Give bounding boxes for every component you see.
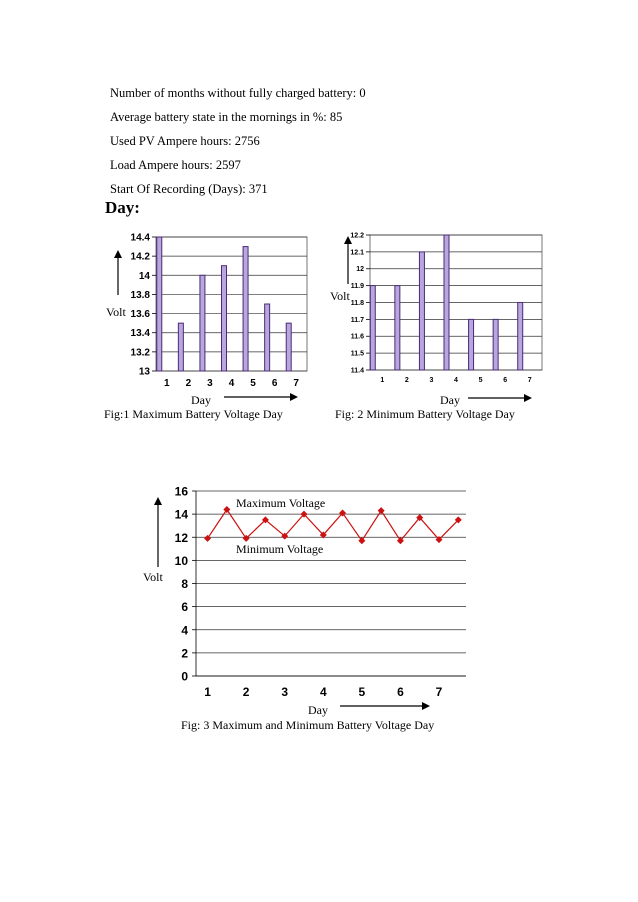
chart3-ylabel: Volt (143, 570, 163, 584)
chart3-x-tick-label: 3 (281, 685, 289, 699)
chart1-x-tick-label: 3 (207, 378, 213, 389)
chart1-xlabel: Day (191, 393, 211, 407)
chart1-y-arrow-head (114, 250, 122, 258)
chart3-point (204, 535, 211, 542)
chart2-bar (419, 252, 424, 370)
chart3-y-tick-label: 10 (174, 553, 188, 568)
chart1-bar (157, 237, 162, 371)
chart1-x-tick-label: 5 (250, 378, 256, 389)
chart3-point (358, 537, 365, 544)
chart3-y-tick-label: 6 (181, 600, 188, 615)
stat-used-pv-ampere-hours: Used PV Ampere hours: 2756 (110, 134, 260, 148)
chart1-bar (243, 247, 248, 371)
chart2-x-tick-label: 7 (527, 377, 532, 384)
chart3-y-tick-label: 14 (174, 507, 188, 522)
chart1-y-tick-label: 14.2 (130, 251, 150, 263)
chart1-bar (178, 323, 183, 371)
chart3-x-tick-label: 4 (319, 685, 327, 699)
stat-load-ampere-hours: Load Ampere hours: 2597 (110, 158, 241, 172)
chart2-y-tick-label: 11.7 (350, 316, 364, 324)
chart1-ylabel: Volt (106, 305, 126, 319)
chart2-x-tick-label: 1 (380, 377, 385, 384)
chart3-point (378, 507, 385, 514)
stat-start-of-recording: Start Of Recording (Days): 371 (110, 182, 268, 196)
chart3-annotation-max: Maximum Voltage (236, 496, 326, 510)
chart2-bar (469, 319, 474, 370)
chart3-y-tick-label: 0 (181, 669, 188, 684)
chart3-y-arrow-head (154, 497, 162, 505)
chart1-bar (265, 304, 270, 371)
chart2-bar (370, 286, 375, 370)
chart1-y-tick-label: 13.8 (130, 289, 150, 301)
chart3-caption: Fig: 3 Maximum and Minimum Battery Voltage Day (181, 718, 435, 732)
chart1-bar (222, 266, 227, 371)
chart1-bar (200, 275, 205, 371)
chart2-y-tick-label: 11.6 (350, 333, 364, 341)
chart3-xlabel: Day (308, 703, 328, 717)
chart1-y-tick-label: 13.4 (130, 328, 150, 340)
stat-average-battery-state: Average battery state in the mornings in %: 85 (110, 110, 343, 124)
chart3-y-tick-label: 12 (174, 530, 188, 545)
chart2-x-tick-label: 6 (503, 377, 508, 384)
chart3-x-tick-label: 7 (435, 685, 443, 699)
chart1-bar (286, 323, 291, 371)
chart1-x-tick-label: 4 (228, 378, 235, 389)
chart2-y-tick-label: 11.4 (350, 367, 364, 375)
chart1-y-tick-label: 14 (138, 270, 150, 282)
chart1-x-arrow-head (290, 393, 298, 401)
chart1-y-tick-label: 14.4 (130, 232, 150, 244)
section-heading-day: Day: (105, 198, 140, 217)
chart2-caption: Fig: 2 Minimum Battery Voltage Day (335, 407, 515, 421)
chart2-xlabel: Day (440, 393, 460, 407)
chart3-y-tick-label: 4 (181, 623, 188, 638)
chart1-x-tick-label: 1 (164, 378, 170, 389)
chart2-bar (493, 319, 498, 370)
chart2-bar (444, 235, 449, 370)
chart3-x-arrow-head (422, 702, 430, 710)
chart2-y-tick-label: 11.8 (350, 299, 364, 307)
chart2-x-tick-label: 3 (429, 377, 434, 384)
chart2-x-tick-label: 5 (478, 377, 483, 384)
chart2-y-tick-label: 12 (356, 266, 364, 274)
chart1-caption: Fig:1 Maximum Battery Voltage Day (104, 407, 283, 421)
chart3-y-tick-label: 8 (181, 577, 188, 591)
chart2-y-tick-label: 12.2 (350, 232, 364, 240)
chart1-y-tick-label: 13.2 (130, 347, 150, 359)
chart1-x-tick-label: 7 (293, 378, 299, 389)
chart2-ylabel: Volt (330, 289, 350, 303)
chart3-x-tick-label: 2 (242, 685, 250, 699)
chart3-x-tick-label: 5 (358, 685, 366, 699)
chart3-x-tick-label: 6 (397, 685, 404, 699)
chart2-y-tick-label: 12.1 (350, 249, 364, 257)
chart2-y-tick-label: 11.9 (350, 283, 364, 291)
chart1-x-tick-label: 2 (185, 378, 192, 389)
chart3-x-tick-label: 1 (204, 685, 211, 699)
chart2-x-tick-label: 4 (454, 377, 458, 384)
chart3-y-tick-label: 2 (181, 646, 188, 661)
chart1-y-tick-label: 13.6 (130, 309, 150, 321)
chart1-x-tick-label: 6 (271, 378, 278, 389)
chart2-bar (518, 303, 523, 371)
chart2-y-tick-label: 11.5 (350, 350, 364, 358)
chart2-x-tick-label: 2 (404, 377, 409, 384)
chart3-point (223, 506, 230, 513)
chart1-y-tick-label: 13 (138, 366, 150, 378)
chart2-x-arrow-head (524, 394, 532, 402)
chart3-annotation-min: Minimum Voltage (236, 542, 324, 556)
stat-months-uncharged: Number of months without fully charged battery: 0 (110, 86, 366, 100)
chart3-y-tick-label: 16 (174, 484, 188, 499)
chart2-bar (395, 286, 400, 370)
